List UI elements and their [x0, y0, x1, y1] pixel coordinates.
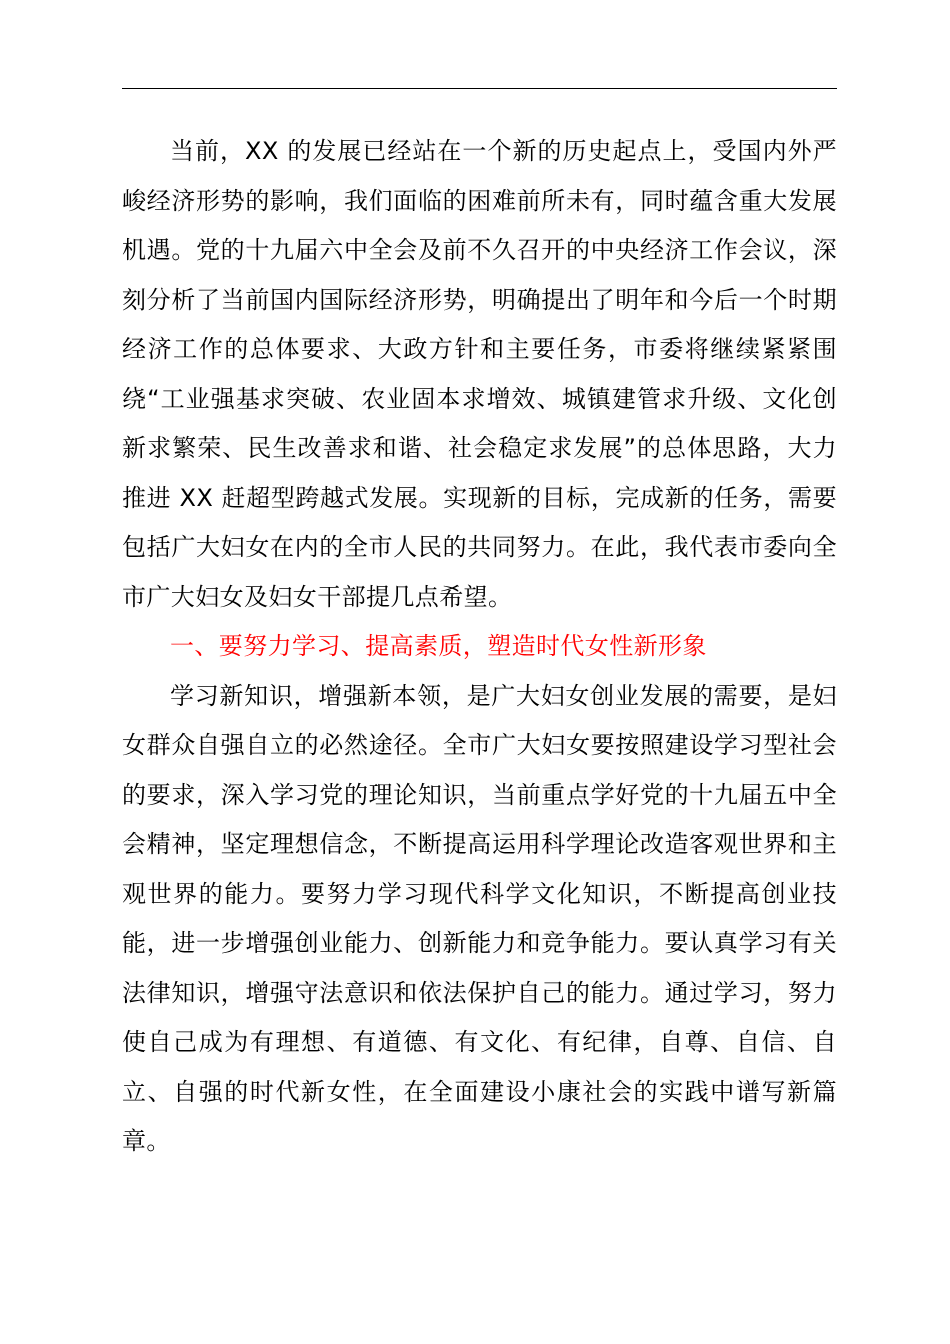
paragraph-intro: 当前，XX 的发展已经站在一个新的历史起点上，受国内外严峻经济形势的影响，我们面临的困难前所未有，同时蕴含重大发展机遇。党的十九届六中全会及前不久召开的中央经济工作会议，深刻分析了当前国内国际经济形势，明确提出了明年和今后一个时期经济工作的总体要求、大政方针和主要任务，市委将继续紧紧围绕“工业强基求突破、农业固本求增效、城镇建管求升级、文化创新求繁荣、民生改善求和谐、社会稳定求发展”的总体思路，大力推进 XX 赶超型跨越式发展。实现新的目标，完成新的任务，需要包括广大妇女在内的全市人民的共同努力。在此，我代表市委向全市广大妇女及妇女干部提几点希望。: [122, 137, 838, 611]
section-heading: 一、要努力学习、提高素质，塑造时代女性新形象: [170, 632, 707, 660]
paragraph-study: 学习新知识，增强新本领，是广大妇女创业发展的需要，是妇女群众自强自立的必然途径。全市广大妇女要按照建设学习型社会的要求，深入学习党的理论知识，当前重点学好党的十九届五中全会精神，坚定理想信念，不断提高运用科学理论改造客观世界和主观世界的能力。要努力学习现代科学文化知识，不断提高创业技能，进一步增强创业能力、创新能力和竞争能力。要认真学习有关法律知识，增强守法意识和依法保护自己的能力。通过学习，努力使自己成为有理想、有道德、有文化、有纪律，自尊、自信、自立、自强的时代新女性，在全面建设小康社会的实践中谱写新篇章。: [122, 681, 837, 1155]
header-rule: [122, 88, 837, 89]
document-body: [122, 127, 837, 1167]
